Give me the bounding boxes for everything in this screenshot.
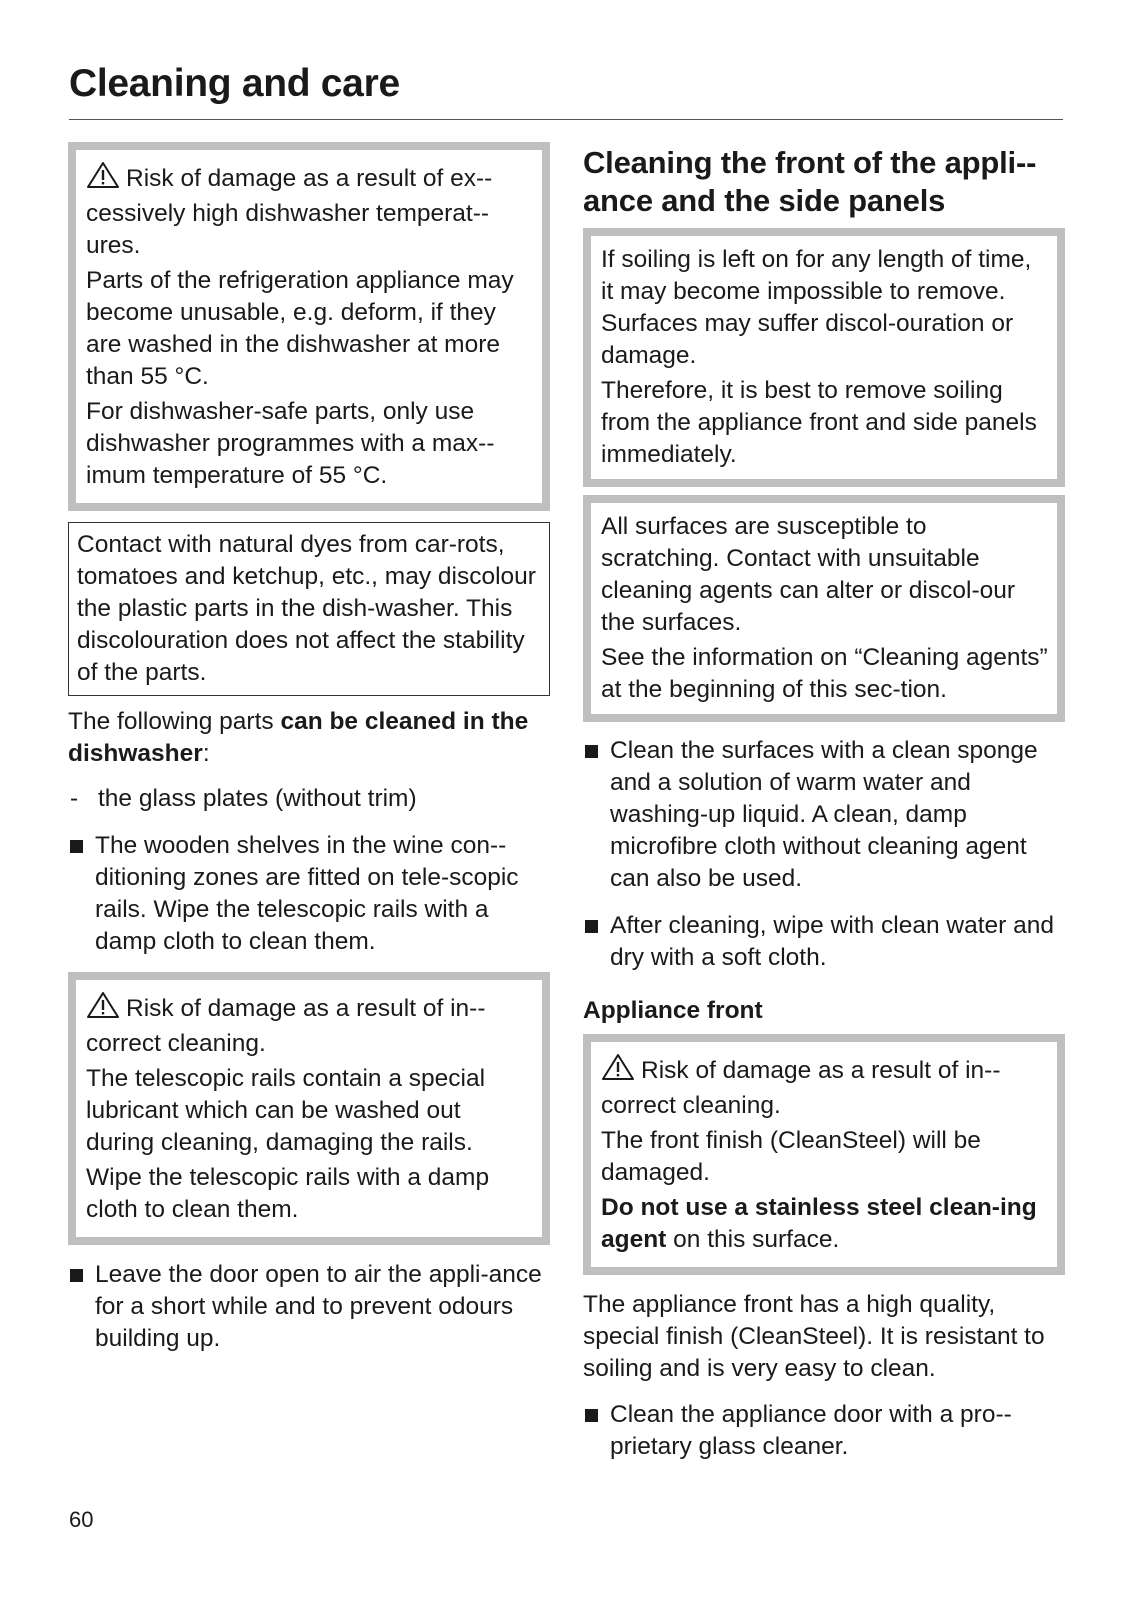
warning-box-dishwasher-temperature xyxy=(68,142,550,511)
instruction-item xyxy=(68,1259,550,1355)
info-box-soiling xyxy=(583,228,1065,487)
warning-lead xyxy=(601,1053,1048,1122)
warning-bold-text: Do not use a stainless steel clean-ing agent xyxy=(601,1194,1037,1253)
instruction-item xyxy=(583,910,1065,974)
warning-lead-text: Risk of damage as a result of in-correct cleaning. xyxy=(86,995,486,1057)
page-title: Cleaning and care xyxy=(69,62,400,105)
warning-paragraph xyxy=(601,1192,1048,1256)
intro-suffix: : xyxy=(202,740,210,767)
warning-paragraph: The telescopic rails contain a special lubricant which can be washed out during cleaning, damaging the rails. xyxy=(86,1065,486,1156)
list-item xyxy=(68,783,550,815)
instruction-text: The wooden shelves in the wine con-ditioning zones are fitted on tele-scopic rails. Wipe the telescopic rails with a damp cloth to clean them. xyxy=(95,832,519,955)
square-bullet-icon xyxy=(70,1269,83,1282)
instruction-text: Clean the surfaces with a clean sponge and a solution of warm water and washing-up liquid. A clean, damp microfibre cloth without cleaning agent can also be used. xyxy=(610,737,1038,892)
warning-paragraph: Wipe the telescopic rails with a damp cloth to clean them. xyxy=(86,1164,490,1223)
info-paragraph: Therefore, it is best to remove soiling from the appliance front and side panels immediately. xyxy=(601,377,1037,468)
note-box-natural-dyes xyxy=(68,522,550,696)
warning-triangle-icon xyxy=(86,161,120,198)
square-bullet-icon xyxy=(70,840,83,853)
title-divider xyxy=(69,119,1063,120)
warning-paragraph: For dishwasher-safe parts, only use dishwasher programmes with a max-imum temperature of 55 °C. xyxy=(86,398,495,489)
right-column xyxy=(583,142,1065,1463)
dishwasher-parts-intro xyxy=(68,706,550,770)
instruction-item xyxy=(583,735,1065,895)
square-bullet-icon xyxy=(585,745,598,758)
instruction-text: After cleaning, wipe with clean water and dry with a soft cloth. xyxy=(610,912,1054,971)
intro-bold: can be cleaned in the dishwasher xyxy=(68,708,529,767)
square-bullet-icon xyxy=(585,920,598,933)
warning-paragraph: The front finish (CleanSteel) will be damaged. xyxy=(601,1127,981,1186)
intro-prefix: The following parts xyxy=(68,708,281,735)
warning-lead xyxy=(86,161,533,262)
left-column xyxy=(68,142,550,1355)
warning-box-front-finish xyxy=(583,1034,1065,1275)
info-box-scratching xyxy=(583,495,1065,722)
instruction-item xyxy=(583,1399,1065,1463)
dash-bullet: - xyxy=(70,785,79,812)
warning-lead-text: Risk of damage as a result of in-correct cleaning. xyxy=(601,1057,1001,1119)
info-paragraph: If soiling is left on for any length of time, it may become impossible to remove. Surfaces may suffer discol-ouration or damage. xyxy=(601,246,1032,369)
warning-lead-text: Risk of damage as a result of ex-cessively high dishwasher temperat-ures. xyxy=(86,165,493,259)
page-number: 60 xyxy=(69,1507,94,1532)
appliance-front-description: The appliance front has a high quality, special finish (CleanSteel). It is resistant to soiling and is very easy to clean. xyxy=(583,1291,1045,1382)
instruction-text: Leave the door open to air the appli-ance for a short while and to prevent odours building up. xyxy=(95,1261,542,1352)
instruction-text: Clean the appliance door with a pro-prietary glass cleaner. xyxy=(610,1401,1012,1460)
warning-paragraph: Parts of the refrigeration appliance may become unusable, e.g. deform, if they are washed in the dishwasher at more than 55 °C. xyxy=(86,267,514,390)
square-bullet-icon xyxy=(585,1409,598,1422)
warning-box-telescopic-rails xyxy=(68,972,550,1245)
warning-lead xyxy=(86,991,533,1060)
instruction-item xyxy=(68,830,550,958)
warning-rest-text: on this surface. xyxy=(666,1226,840,1253)
section-heading: Cleaning the front of the appli-ance and the side panels xyxy=(583,145,1037,218)
info-paragraph: All surfaces are susceptible to scratching. Contact with unsuitable cleaning agents can alter or discol-our the surfaces. xyxy=(601,513,1016,636)
warning-triangle-icon xyxy=(601,1053,635,1090)
note-text: Contact with natural dyes from car-rots, tomatoes and ketchup, etc., may discolour the plastic parts in the dish-washer. This discolouration does not affect the stability of the parts. xyxy=(77,531,536,686)
info-paragraph: See the information on “Cleaning agents” at the beginning of this sec-tion. xyxy=(601,644,1048,703)
subheading-appliance-front: Appliance front xyxy=(583,997,763,1024)
warning-triangle-icon xyxy=(86,991,120,1028)
list-item-text: the glass plates (without trim) xyxy=(98,785,417,812)
